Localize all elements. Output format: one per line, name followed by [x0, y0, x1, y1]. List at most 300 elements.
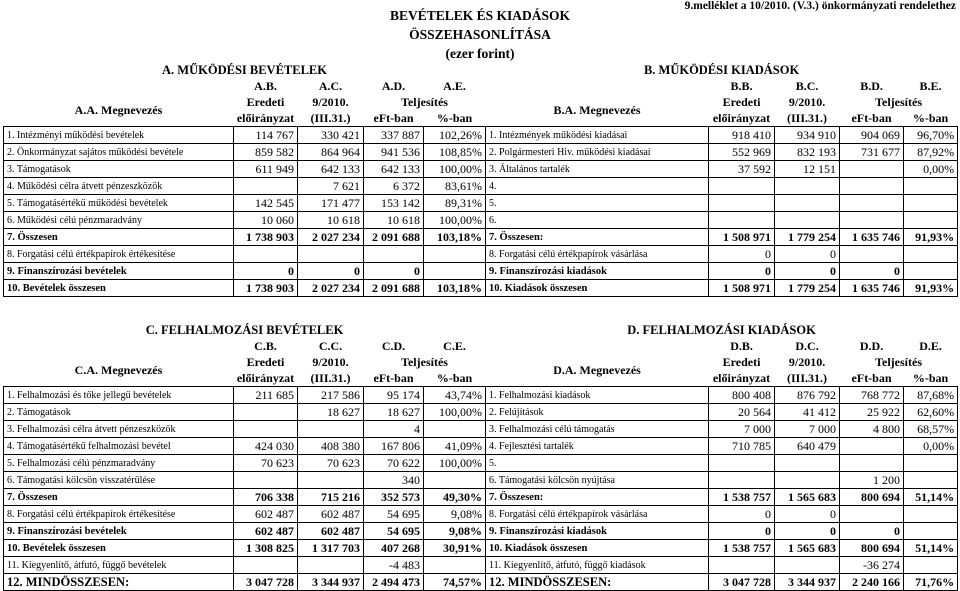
row-index: 7. — [489, 491, 497, 503]
row-name: Bevételek összesen — [22, 542, 106, 554]
row-name: Önkormányzat sajátos működési bevétele — [17, 146, 184, 158]
table-row — [4, 404, 958, 421]
blank-cell — [486, 338, 709, 354]
row-name: Forgatási célú értékpapírok értékesítése — [17, 508, 176, 520]
value-cell: 51,14% — [904, 540, 958, 557]
row-label-right — [486, 263, 709, 280]
row-label-right — [486, 246, 709, 263]
value-cell: 70 622 — [364, 455, 424, 472]
row-name: Felhalmozási és tőke jellegű bevételek — [17, 389, 172, 401]
value-cell: 941 536 — [364, 144, 424, 161]
table-row — [4, 574, 958, 591]
column-code: A.E. — [443, 78, 466, 93]
row-label-right — [486, 557, 709, 574]
value-cell: 0 — [298, 263, 364, 280]
row-label-left — [4, 144, 234, 161]
header-sub: (III.31.) — [787, 370, 828, 385]
value-cell: 6 372 — [364, 178, 424, 195]
value-cell: 100,00% — [424, 212, 486, 229]
row-index: 6. — [489, 474, 497, 486]
header-sub: eFt-ban — [373, 370, 414, 385]
row-label-left — [4, 506, 234, 523]
value-cell — [904, 212, 958, 229]
value-cell: 0 — [775, 506, 840, 523]
table-row — [4, 438, 958, 455]
row-name: Támogatási kölcsön visszatérülése — [16, 474, 156, 486]
column-code-row — [4, 338, 958, 354]
value-cell: 904 069 — [840, 127, 904, 144]
row-name: Finanszírozási kiadások — [499, 265, 607, 277]
table-row — [4, 387, 958, 404]
row-label-left — [4, 438, 234, 455]
row-index: 12. — [7, 574, 23, 589]
value-cell: 96,70% — [904, 127, 958, 144]
column-code: B.B. — [730, 78, 753, 93]
value-cell — [904, 472, 958, 489]
table-row — [4, 506, 958, 523]
value-cell: 95 174 — [364, 387, 424, 404]
column-code: D.D. — [859, 338, 884, 353]
value-cell: 330 421 — [298, 127, 364, 144]
value-cell — [840, 212, 904, 229]
value-cell: 87,92% — [904, 144, 958, 161]
value-cell: 114 767 — [234, 127, 298, 144]
value-cell: 0 — [709, 506, 775, 523]
value-cell — [298, 246, 364, 263]
value-cell: 54 695 — [364, 506, 424, 523]
value-cell: 800 408 — [709, 387, 775, 404]
header-original: Eredeti — [246, 94, 285, 109]
value-cell — [904, 557, 958, 574]
value-cell: 74,57% — [424, 574, 486, 591]
value-cell: 7 000 — [775, 421, 840, 438]
table-row — [4, 421, 958, 438]
row-label-right — [486, 387, 709, 404]
value-cell: 217 586 — [298, 387, 364, 404]
column-code: C.C. — [318, 338, 343, 353]
value-cell — [904, 263, 958, 280]
value-cell: -4 483 — [364, 557, 424, 574]
column-code: A.B. — [254, 78, 277, 93]
row-label-right — [486, 455, 709, 472]
row-name: Támogatások — [16, 406, 71, 418]
row-index: 2. — [489, 406, 497, 418]
table-row — [4, 212, 958, 229]
name-header-left: C.A. Megnevezés — [74, 362, 163, 377]
value-cell: 602 487 — [234, 506, 298, 523]
value-cell: 18 627 — [364, 404, 424, 421]
row-name: Intézmények működési kiadásai — [499, 129, 628, 141]
row-index: 7. — [7, 231, 15, 243]
row-name: Támogatásértékű működési bevételek — [16, 197, 168, 209]
row-name: Felújítások — [499, 406, 544, 418]
value-cell: 100,00% — [424, 161, 486, 178]
value-cell: 1 779 254 — [775, 229, 840, 246]
row-label-right — [486, 280, 709, 297]
row-name: Felhalmozási célú támogatás — [499, 423, 615, 435]
value-cell: 1 508 971 — [709, 229, 775, 246]
value-cell: 10 618 — [298, 212, 364, 229]
row-label-left — [4, 557, 234, 574]
header-modified: 9/2010. — [788, 354, 826, 369]
header-sub: eFt-ban — [851, 110, 892, 125]
column-code: D.E. — [919, 338, 942, 353]
value-cell: 642 133 — [364, 161, 424, 178]
value-cell: 103,18% — [424, 229, 486, 246]
value-cell: 62,60% — [904, 404, 958, 421]
name-header-left: A.A. Megnevezés — [74, 102, 163, 117]
value-cell: 0 — [775, 263, 840, 280]
header-performance: Teljesítés — [401, 354, 448, 369]
header-performance: Teljesítés — [875, 354, 922, 369]
value-cell — [840, 506, 904, 523]
value-cell: 70 623 — [298, 455, 364, 472]
row-name: MINDÖSSZESEN: — [25, 574, 130, 589]
value-cell — [709, 455, 775, 472]
row-label-left — [4, 246, 234, 263]
table-row — [4, 195, 958, 212]
value-cell: 0 — [840, 523, 904, 540]
header-original: Eredeti — [246, 354, 285, 369]
value-cell: 43,74% — [424, 387, 486, 404]
row-index: 2. — [7, 406, 15, 418]
value-cell: 41,09% — [424, 438, 486, 455]
value-cell: -36 274 — [840, 557, 904, 574]
row-name: Kiegyenlítő, átfutó, függő kiadások — [503, 559, 646, 571]
row-label-left — [4, 280, 234, 297]
value-cell: 2 240 166 — [840, 574, 904, 591]
header-sub: előirányzat — [236, 370, 295, 385]
table-row — [4, 455, 958, 472]
value-cell — [904, 178, 958, 195]
value-cell — [840, 455, 904, 472]
header-sub: (III.31.) — [310, 110, 351, 125]
value-cell — [840, 161, 904, 178]
header-sub: előirányzat — [712, 370, 771, 385]
value-cell: 611 949 — [234, 161, 298, 178]
value-cell — [904, 246, 958, 263]
value-cell: 7 000 — [709, 421, 775, 438]
row-label-left — [4, 472, 234, 489]
header-sub: %-ban — [436, 110, 473, 125]
value-cell — [424, 472, 486, 489]
row-index: 4. — [7, 180, 15, 192]
row-index: 1. — [489, 389, 497, 401]
value-cell — [709, 472, 775, 489]
value-cell — [234, 178, 298, 195]
row-label-right — [486, 144, 709, 161]
row-name: Kiegyenlítő, átfutó, függő bevételek — [21, 559, 167, 571]
row-index: 9. — [489, 525, 497, 537]
header-sub: %-ban — [912, 370, 949, 385]
value-cell: 1 738 903 — [234, 229, 298, 246]
row-index: 2. — [489, 146, 497, 158]
header-performance: Teljesítés — [401, 94, 448, 109]
column-code: C.B. — [254, 338, 277, 353]
row-name: Finanszírozási kiadások — [499, 525, 607, 537]
column-code: A.C. — [318, 78, 343, 93]
row-label-right — [486, 523, 709, 540]
value-cell: 102,26% — [424, 127, 486, 144]
value-cell: 800 694 — [840, 489, 904, 506]
row-index: 9. — [489, 265, 497, 277]
row-label-right — [486, 506, 709, 523]
section-title-right: B. MŰKÖDÉSI KIADÁSOK — [643, 62, 800, 77]
header-sub: előirányzat — [712, 110, 771, 125]
column-code: B.D. — [860, 78, 883, 93]
value-cell — [709, 212, 775, 229]
value-cell: 49,30% — [424, 489, 486, 506]
row-label-left — [4, 421, 234, 438]
section-row — [4, 322, 958, 338]
row-name: Kiadások összesen — [504, 282, 588, 294]
row-name: MINDÖSSZESEN: — [507, 574, 612, 589]
value-cell: 100,00% — [424, 455, 486, 472]
row-name: Finanszírozási bevételek — [17, 265, 127, 277]
row-label-left — [4, 574, 234, 591]
value-cell — [904, 195, 958, 212]
value-cell — [234, 404, 298, 421]
value-cell: 20 564 — [709, 404, 775, 421]
row-name: Polgármesteri Hiv. működési kiadásai — [499, 146, 651, 158]
row-index: 8. — [489, 508, 497, 520]
row-index: 4. — [489, 440, 497, 452]
header-sub: eFt-ban — [851, 370, 892, 385]
row-index: 6. — [7, 214, 15, 226]
value-cell: 3 344 937 — [298, 574, 364, 591]
row-label-right — [486, 195, 709, 212]
value-cell: 3 047 728 — [709, 574, 775, 591]
value-cell: 0 — [234, 263, 298, 280]
value-cell: 41 412 — [775, 404, 840, 421]
row-index: 1. — [7, 389, 15, 401]
row-index: 5. — [489, 197, 497, 209]
value-cell — [298, 472, 364, 489]
row-name: Működési célú pénzmaradvány — [17, 214, 142, 226]
row-label-right — [486, 178, 709, 195]
value-cell: 715 216 — [298, 489, 364, 506]
value-cell: 2 091 688 — [364, 280, 424, 297]
value-cell: 1 308 825 — [234, 540, 298, 557]
table-row — [4, 263, 958, 280]
value-cell: 142 545 — [234, 195, 298, 212]
row-index: 10. — [7, 542, 21, 554]
blank-cell — [4, 338, 234, 354]
row-label-right — [486, 127, 709, 144]
row-label-right — [486, 421, 709, 438]
row-name: Kiadások összesen — [504, 542, 588, 554]
value-cell: 602 487 — [298, 523, 364, 540]
row-index: 11. — [489, 559, 502, 571]
header-original: Eredeti — [722, 354, 761, 369]
value-cell: 153 142 — [364, 195, 424, 212]
value-cell — [840, 246, 904, 263]
operating-table — [3, 62, 958, 297]
row-label-right — [486, 540, 709, 557]
row-index: 9. — [7, 525, 15, 537]
value-cell: 68,57% — [904, 421, 958, 438]
value-cell: 0 — [364, 263, 424, 280]
table-row — [4, 472, 958, 489]
row-index: 10. — [489, 542, 503, 554]
row-name: Működési célra átvett pénzeszközök — [17, 180, 163, 192]
value-cell: 640 479 — [775, 438, 840, 455]
value-cell: 1 635 746 — [840, 229, 904, 246]
row-name: Általános tartalék — [499, 163, 570, 175]
value-cell: 211 685 — [234, 387, 298, 404]
row-label-left — [4, 178, 234, 195]
row-name: Felhalmozási célú pénzmaradvány — [17, 457, 156, 469]
value-cell: 864 964 — [298, 144, 364, 161]
value-cell: 70 623 — [234, 455, 298, 472]
row-index: 7. — [7, 491, 15, 503]
value-cell: 340 — [364, 472, 424, 489]
row-name: Forgatási célú értékpapírok értékesítése — [17, 248, 176, 260]
row-index: 3. — [7, 423, 15, 435]
row-index: 3. — [489, 163, 497, 175]
value-cell: 1 779 254 — [775, 280, 840, 297]
row-name: Forgatási célú értékpapírok vásárlása — [499, 508, 648, 520]
row-index: 1. — [489, 129, 497, 141]
value-cell: 71,76% — [904, 574, 958, 591]
column-code: B.C. — [795, 78, 819, 93]
row-index: 5. — [489, 457, 497, 469]
value-cell: 832 193 — [775, 144, 840, 161]
value-cell: 2 027 234 — [298, 280, 364, 297]
header-sub: %-ban — [912, 110, 949, 125]
value-cell — [775, 178, 840, 195]
value-cell: 642 133 — [298, 161, 364, 178]
name-header-right: D.A. Megnevezés — [553, 362, 641, 377]
header-original: Eredeti — [722, 94, 761, 109]
row-label-right — [486, 229, 709, 246]
row-name: Támogatási kölcsön nyújtása — [498, 474, 615, 486]
row-label-right — [486, 472, 709, 489]
value-cell: 108,85% — [424, 144, 486, 161]
value-cell: 1 317 703 — [298, 540, 364, 557]
value-cell — [840, 195, 904, 212]
value-cell — [775, 195, 840, 212]
row-label-right — [486, 212, 709, 229]
value-cell: 10 060 — [234, 212, 298, 229]
value-cell: 859 582 — [234, 144, 298, 161]
column-code-row — [4, 78, 958, 94]
value-cell: 87,68% — [904, 387, 958, 404]
value-cell — [709, 178, 775, 195]
row-label-left — [4, 161, 234, 178]
value-cell: 918 410 — [709, 127, 775, 144]
value-cell: 167 806 — [364, 438, 424, 455]
value-cell: 100,00% — [424, 404, 486, 421]
value-cell: 51,14% — [904, 489, 958, 506]
column-code: C.E. — [443, 338, 466, 353]
accumulation-table — [3, 322, 958, 591]
row-index: 8. — [7, 508, 15, 520]
row-name: Összesen — [17, 491, 58, 503]
value-cell: 408 380 — [298, 438, 364, 455]
row-index: 10. — [7, 282, 21, 294]
value-cell: 2 091 688 — [364, 229, 424, 246]
value-cell: 83,61% — [424, 178, 486, 195]
value-cell — [234, 557, 298, 574]
value-cell: 602 487 — [298, 506, 364, 523]
section-row — [4, 62, 958, 78]
value-cell: 1 508 971 — [709, 280, 775, 297]
value-cell: 876 792 — [775, 387, 840, 404]
value-cell: 1 538 757 — [709, 489, 775, 506]
value-cell: 2 027 234 — [298, 229, 364, 246]
column-code: A.D. — [381, 78, 406, 93]
value-cell — [424, 557, 486, 574]
value-cell: 10 618 — [364, 212, 424, 229]
column-code: D.B. — [730, 338, 753, 353]
row-name: Összesen: — [499, 231, 544, 243]
value-cell — [234, 472, 298, 489]
row-index: 6. — [489, 214, 497, 226]
row-label-left — [4, 387, 234, 404]
value-cell: 54 695 — [364, 523, 424, 540]
header-sub: eFt-ban — [373, 110, 414, 125]
row-label-left — [4, 540, 234, 557]
row-index: 11. — [7, 559, 20, 571]
value-cell: 337 887 — [364, 127, 424, 144]
row-index: 12. — [489, 574, 505, 589]
value-cell: 1 635 746 — [840, 280, 904, 297]
value-cell: 103,18% — [424, 280, 486, 297]
value-cell: 424 030 — [234, 438, 298, 455]
value-cell — [904, 506, 958, 523]
row-index: 3. — [7, 163, 15, 175]
value-cell — [775, 455, 840, 472]
row-index: 5. — [7, 197, 15, 209]
value-cell: 0 — [840, 263, 904, 280]
value-cell: 4 800 — [840, 421, 904, 438]
value-cell: 1 200 — [840, 472, 904, 489]
value-cell: 89,31% — [424, 195, 486, 212]
value-cell: 0 — [775, 523, 840, 540]
header-row — [4, 94, 958, 110]
value-cell — [904, 523, 958, 540]
value-cell — [709, 557, 775, 574]
row-name: Felhalmozási célra átvett pénzeszközök — [17, 423, 176, 435]
header-row — [4, 354, 958, 370]
value-cell: 710 785 — [709, 438, 775, 455]
title-line-1: BEVÉTELEK ÉS KIADÁSOK ÖSSZEHASONLÍTÁSA — [389, 8, 571, 42]
value-cell — [424, 263, 486, 280]
row-name: Összesen: — [499, 491, 544, 503]
value-cell: 1 565 683 — [775, 540, 840, 557]
row-index: 9. — [7, 265, 15, 277]
header-sub: előirányzat — [236, 110, 295, 125]
value-cell: 3 344 937 — [775, 574, 840, 591]
row-name: Támogatások — [16, 163, 71, 175]
table-row — [4, 246, 958, 263]
value-cell: 171 477 — [298, 195, 364, 212]
value-cell: 0,00% — [904, 438, 958, 455]
table-row — [4, 523, 958, 540]
value-cell — [234, 246, 298, 263]
value-cell: 0,00% — [904, 161, 958, 178]
value-cell: 91,93% — [904, 229, 958, 246]
row-label-right — [486, 489, 709, 506]
table-row — [4, 540, 958, 557]
row-label-left — [4, 127, 234, 144]
value-cell: 7 621 — [298, 178, 364, 195]
value-cell — [709, 195, 775, 212]
value-cell: 552 969 — [709, 144, 775, 161]
value-cell: 800 694 — [840, 540, 904, 557]
row-name: Intézményi működési bevételek — [17, 129, 145, 141]
